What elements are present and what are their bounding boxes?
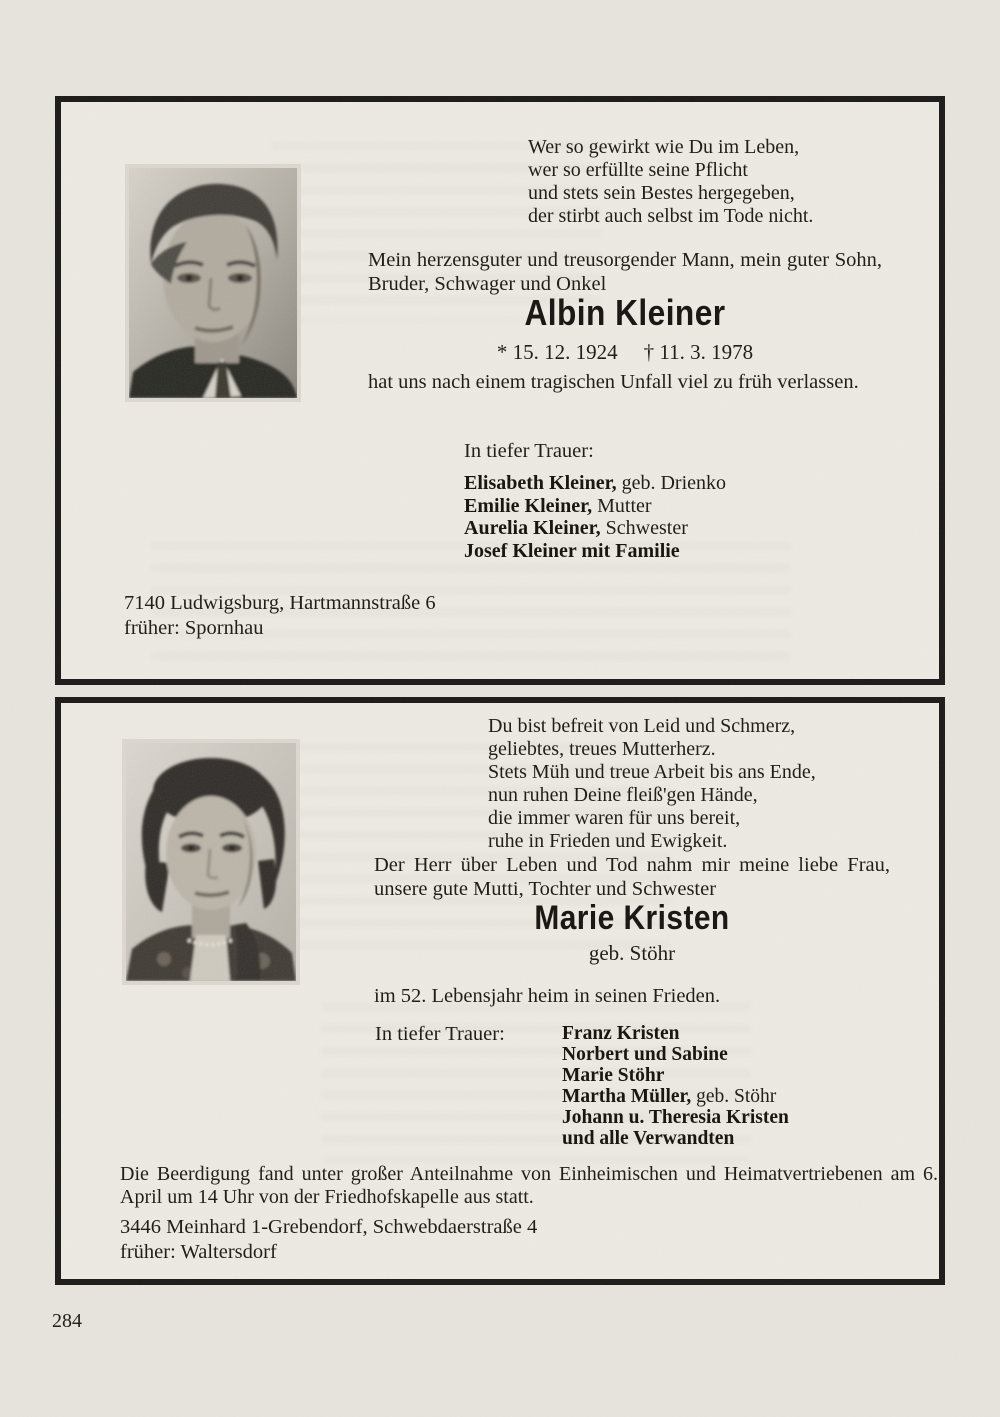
poem-line: wer so erfüllte seine Pflicht	[528, 159, 748, 181]
memorial-poem	[488, 715, 816, 853]
mourner-name: Aurelia Kleiner,	[464, 517, 601, 539]
address-line: früher: Waltersdorf	[120, 1241, 277, 1263]
man-portrait-illustration	[129, 168, 297, 398]
poem-line: der stirbt auch selbst im Tode nicht.	[528, 205, 814, 227]
mourner-entry	[562, 1128, 789, 1149]
address-line: 7140 Ludwigsburg, Hartmannstraße 6	[124, 592, 436, 614]
announcement-message: hat uns nach einem tragischen Unfall viel zu früh verlassen.	[368, 371, 859, 393]
mourner-name: und alle Verwandten	[562, 1128, 735, 1149]
poem-line: nun ruhen Deine fleiß'gen Hände,	[488, 784, 758, 806]
memorial-poem	[528, 136, 813, 228]
mourner-name: Marie Stöhr	[562, 1065, 665, 1086]
life-dates	[368, 340, 882, 365]
mourner-entry	[562, 1023, 789, 1044]
mourner-relation: geb. Drienko	[616, 472, 727, 494]
mourner-name: Norbert und Sabine	[562, 1044, 728, 1065]
maiden-name: geb. Stöhr	[588, 941, 676, 965]
address-block	[120, 1215, 537, 1265]
mourner-entry	[464, 517, 726, 540]
announcement-intro: Mein herzensguter und treusorgender Mann, mein guter Sohn, Bruder, Schwager und Onkel	[368, 249, 882, 295]
portrait-photo-albin-kleiner	[125, 164, 301, 402]
portrait-photo-marie-kristen	[122, 739, 300, 985]
mourner-entry	[562, 1107, 789, 1128]
announcement-intro: Der Herr über Leben und Tod nahm mir meine liebe Frau, unsere gute Mutti, Tochter und Schwester	[374, 854, 890, 900]
mourner-relation: geb. Stöhr	[691, 1086, 777, 1107]
deceased-name: Marie Kristen	[534, 899, 730, 937]
address-line: früher: Spornhau	[124, 617, 264, 639]
mourner-entry	[464, 472, 726, 495]
announcement-message: im 52. Lebensjahr heim in seinen Frieden.	[374, 985, 721, 1007]
death-date: † 11. 3. 1978	[643, 340, 754, 364]
poem-line: Du bist befreit von Leid und Schmerz,	[488, 715, 796, 737]
obituary-notice-albin-kleiner	[55, 96, 945, 685]
mourner-name: Franz Kristen	[562, 1023, 680, 1044]
deceased-name: Albin Kleiner	[524, 292, 726, 333]
mourner-entry	[464, 540, 726, 563]
poem-line: und stets sein Bestes hergegeben,	[528, 182, 795, 204]
address-line: 3446 Meinhard 1-Grebendorf, Schwebdaerstraße 4	[120, 1216, 538, 1238]
mourner-entry	[562, 1065, 789, 1086]
mourner-entry	[562, 1086, 789, 1107]
woman-portrait-illustration	[126, 743, 296, 981]
mourner-entry	[464, 495, 726, 518]
mourning-label: In tiefer Trauer:	[464, 440, 594, 462]
poem-line: die immer waren für uns bereit,	[488, 807, 741, 829]
mourner-entry	[562, 1044, 789, 1065]
mourner-name: Martha Müller,	[562, 1086, 692, 1107]
mourners-list	[562, 1023, 789, 1149]
burial-announcement: Die Beerdigung fand unter großer Anteilnahme von Einheimischen und Heimatvertriebenen am 6. April um 14 Uhr von der Friedhofskapelle aus statt.	[120, 1163, 938, 1208]
poem-line: geliebtes, treues Mutterherz.	[488, 738, 716, 760]
mourner-name: Elisabeth Kleiner,	[464, 472, 617, 494]
poem-line: Stets Müh und treue Arbeit bis ans Ende,	[488, 761, 816, 783]
obituary-notice-marie-kristen	[55, 697, 945, 1285]
poem-line: ruhe in Frieden und Ewigkeit.	[488, 830, 728, 852]
mourning-label: In tiefer Trauer:	[375, 1023, 505, 1045]
mourners-list	[464, 472, 726, 562]
mourner-name: Josef Kleiner mit Familie	[464, 539, 680, 562]
mourner-name: Johann u. Theresia Kristen	[562, 1107, 789, 1128]
address-block	[124, 591, 436, 641]
mourner-name: Emilie Kleiner,	[464, 494, 593, 517]
page-number: 284	[52, 1310, 82, 1332]
poem-line: Wer so gewirkt wie Du im Leben,	[528, 136, 800, 158]
mourner-relation: Mutter	[592, 494, 652, 517]
birth-date: * 15. 12. 1924	[496, 340, 618, 364]
mourner-relation: Schwester	[600, 517, 688, 539]
